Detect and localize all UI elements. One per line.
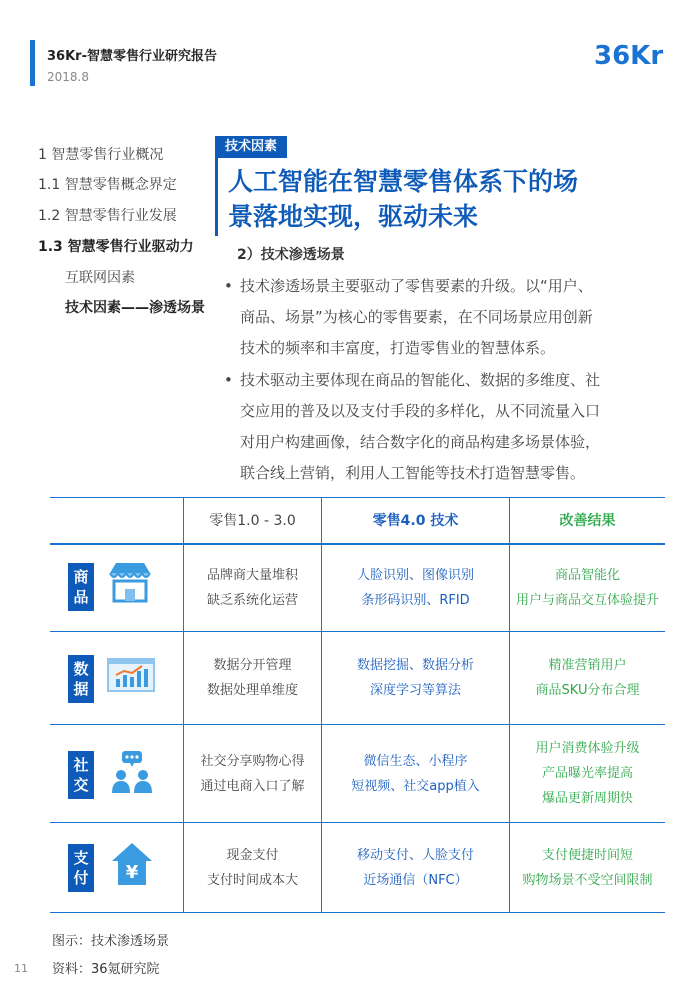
cell-line: 支付便捷时间短	[541, 847, 633, 863]
toc-item-development[interactable]: 1.2 智慧零售行业发展	[38, 208, 177, 224]
figure-caption: 图示：技术渗透场景	[52, 934, 170, 949]
cell-line: 社交分享购物心得	[200, 753, 305, 769]
row-label-char: 付	[73, 869, 89, 887]
row-label-goods	[68, 563, 94, 611]
headline-line-1: 人工智能在智慧零售体系下的场	[228, 167, 579, 196]
toc-item-concept[interactable]: 1.1 智慧零售概念界定	[38, 177, 177, 193]
row-label-payment	[68, 844, 94, 892]
cell-line: 支付时间成本大	[206, 872, 298, 888]
cell-old	[184, 632, 321, 724]
cell-line: 数据处理单维度	[206, 683, 298, 698]
header-accent-bar	[30, 40, 35, 86]
row-label-char: 交	[73, 776, 89, 794]
cell-line: 品牌商大量堆积	[206, 567, 298, 583]
cell-line: 近场通信（NFC）	[363, 872, 468, 888]
bullet-paragraph-1	[224, 271, 644, 364]
row-label-char: 支	[73, 849, 89, 867]
page-number: 11	[14, 962, 28, 975]
cell-line: 购物场景不受空间限制	[522, 872, 653, 888]
cell-line: 人脸识别、图像识别	[356, 567, 474, 583]
bullet-line: 技术的频率和丰富度，打造零售业的智慧体系。	[240, 339, 556, 357]
cell-line: 通过电商入口了解	[200, 778, 305, 794]
cell-tech	[322, 725, 509, 822]
bullet-line: 交应用的普及以及支付手段的多样化，从不同流量入口	[240, 402, 601, 420]
cell-result	[510, 544, 665, 631]
header-retail-4: 零售4.0 技术	[372, 513, 459, 529]
cell-line: 移动支付、人脸支付	[356, 847, 474, 863]
yuan-house-icon	[110, 841, 154, 887]
cell-line: 用户消费体验升级	[535, 741, 640, 756]
section-tag-line	[215, 158, 218, 236]
cell-line: 数据挖掘、数据分析	[356, 658, 474, 673]
row-label-data	[68, 655, 94, 703]
row-label-social	[68, 751, 94, 799]
cell-old	[184, 725, 321, 822]
36kr-logo	[594, 38, 670, 84]
cell-old	[184, 823, 321, 912]
cell-result	[510, 632, 665, 724]
row-label-char: 数	[73, 660, 89, 678]
tech-scenario-table	[50, 497, 665, 913]
bullet-line: 技术驱动主要体现在商品的智能化、数据的多维度、社	[240, 371, 601, 389]
toc-item-overview[interactable]: 1 智慧零售行业概况	[38, 147, 164, 163]
cell-result	[510, 823, 665, 912]
storefront-icon	[106, 559, 154, 607]
cell-line: 缺乏系统化运营	[206, 592, 298, 608]
headline-line-2: 景落地实现，驱动未来	[228, 202, 479, 231]
cell-line: 用户与商品交互体验提升	[515, 592, 659, 608]
bullet-dot: •	[224, 277, 233, 295]
bullet-line: 联合线上营销，利用人工智能等技术打造智慧零售。	[240, 464, 586, 482]
bullet-line: 技术渗透场景主要驱动了零售要素的升级。以“用户、	[240, 277, 593, 295]
bullet-line: 商品、场景”为核心的零售要素，在不同场景应用创新	[240, 308, 593, 326]
report-title: 36Kr-智慧零售行业研究报告	[47, 49, 217, 64]
toc-item-tech-current[interactable]: 技术因素——渗透场景	[65, 300, 205, 316]
cell-result	[510, 725, 665, 822]
people-chat-icon	[110, 749, 154, 799]
toc-item-drivers[interactable]: 1.3 智慧零售行业驱动力	[38, 239, 194, 255]
bar-chart-icon	[106, 657, 156, 697]
svg-text:¥: ¥	[125, 862, 139, 883]
header-retail-old: 零售1.0 - 3.0	[209, 513, 296, 529]
bullet-line: 对用户构建画像，结合数字化的商品构建多场景体验，	[240, 433, 601, 451]
cell-line: 商品SKU分布合理	[535, 683, 640, 698]
cell-tech	[322, 544, 509, 631]
cell-line: 微信生态、小程序	[363, 753, 468, 769]
cell-line: 产品曝光率提高	[541, 766, 633, 781]
cell-tech	[322, 632, 509, 724]
logo-text: 36Kr	[594, 41, 664, 71]
cell-line: 短视频、社交app植入	[351, 778, 480, 794]
cell-line: 数据分开管理	[213, 658, 292, 673]
section-subhead: 2）技术渗透场景	[237, 247, 345, 263]
row-label-char: 社	[73, 756, 89, 774]
report-date: 2018.8	[47, 70, 89, 84]
cell-line: 精准营销用户	[548, 658, 627, 673]
row-label-char: 品	[73, 588, 89, 606]
cell-line: 深度学习等算法	[369, 683, 461, 698]
row-label-char: 商	[73, 568, 89, 586]
cell-line: 现金支付	[226, 847, 279, 863]
cell-line: 条形码识别、RFID	[361, 592, 470, 608]
section-tag: 技术因素	[215, 136, 287, 158]
source-note: 资料：36氪研究院	[52, 962, 160, 977]
row-label-char: 据	[73, 680, 89, 698]
table-rule	[50, 912, 665, 913]
toc-item-internet[interactable]: 互联网因素	[65, 270, 135, 286]
cell-line: 爆品更新周期快	[541, 791, 633, 806]
page-headline	[228, 164, 648, 234]
bullet-paragraph-2	[224, 365, 644, 489]
cell-old	[184, 544, 321, 631]
bullet-dot: •	[224, 371, 233, 389]
cell-line: 商品智能化	[554, 567, 620, 583]
header-result: 改善结果	[559, 513, 616, 529]
cell-tech	[322, 823, 509, 912]
